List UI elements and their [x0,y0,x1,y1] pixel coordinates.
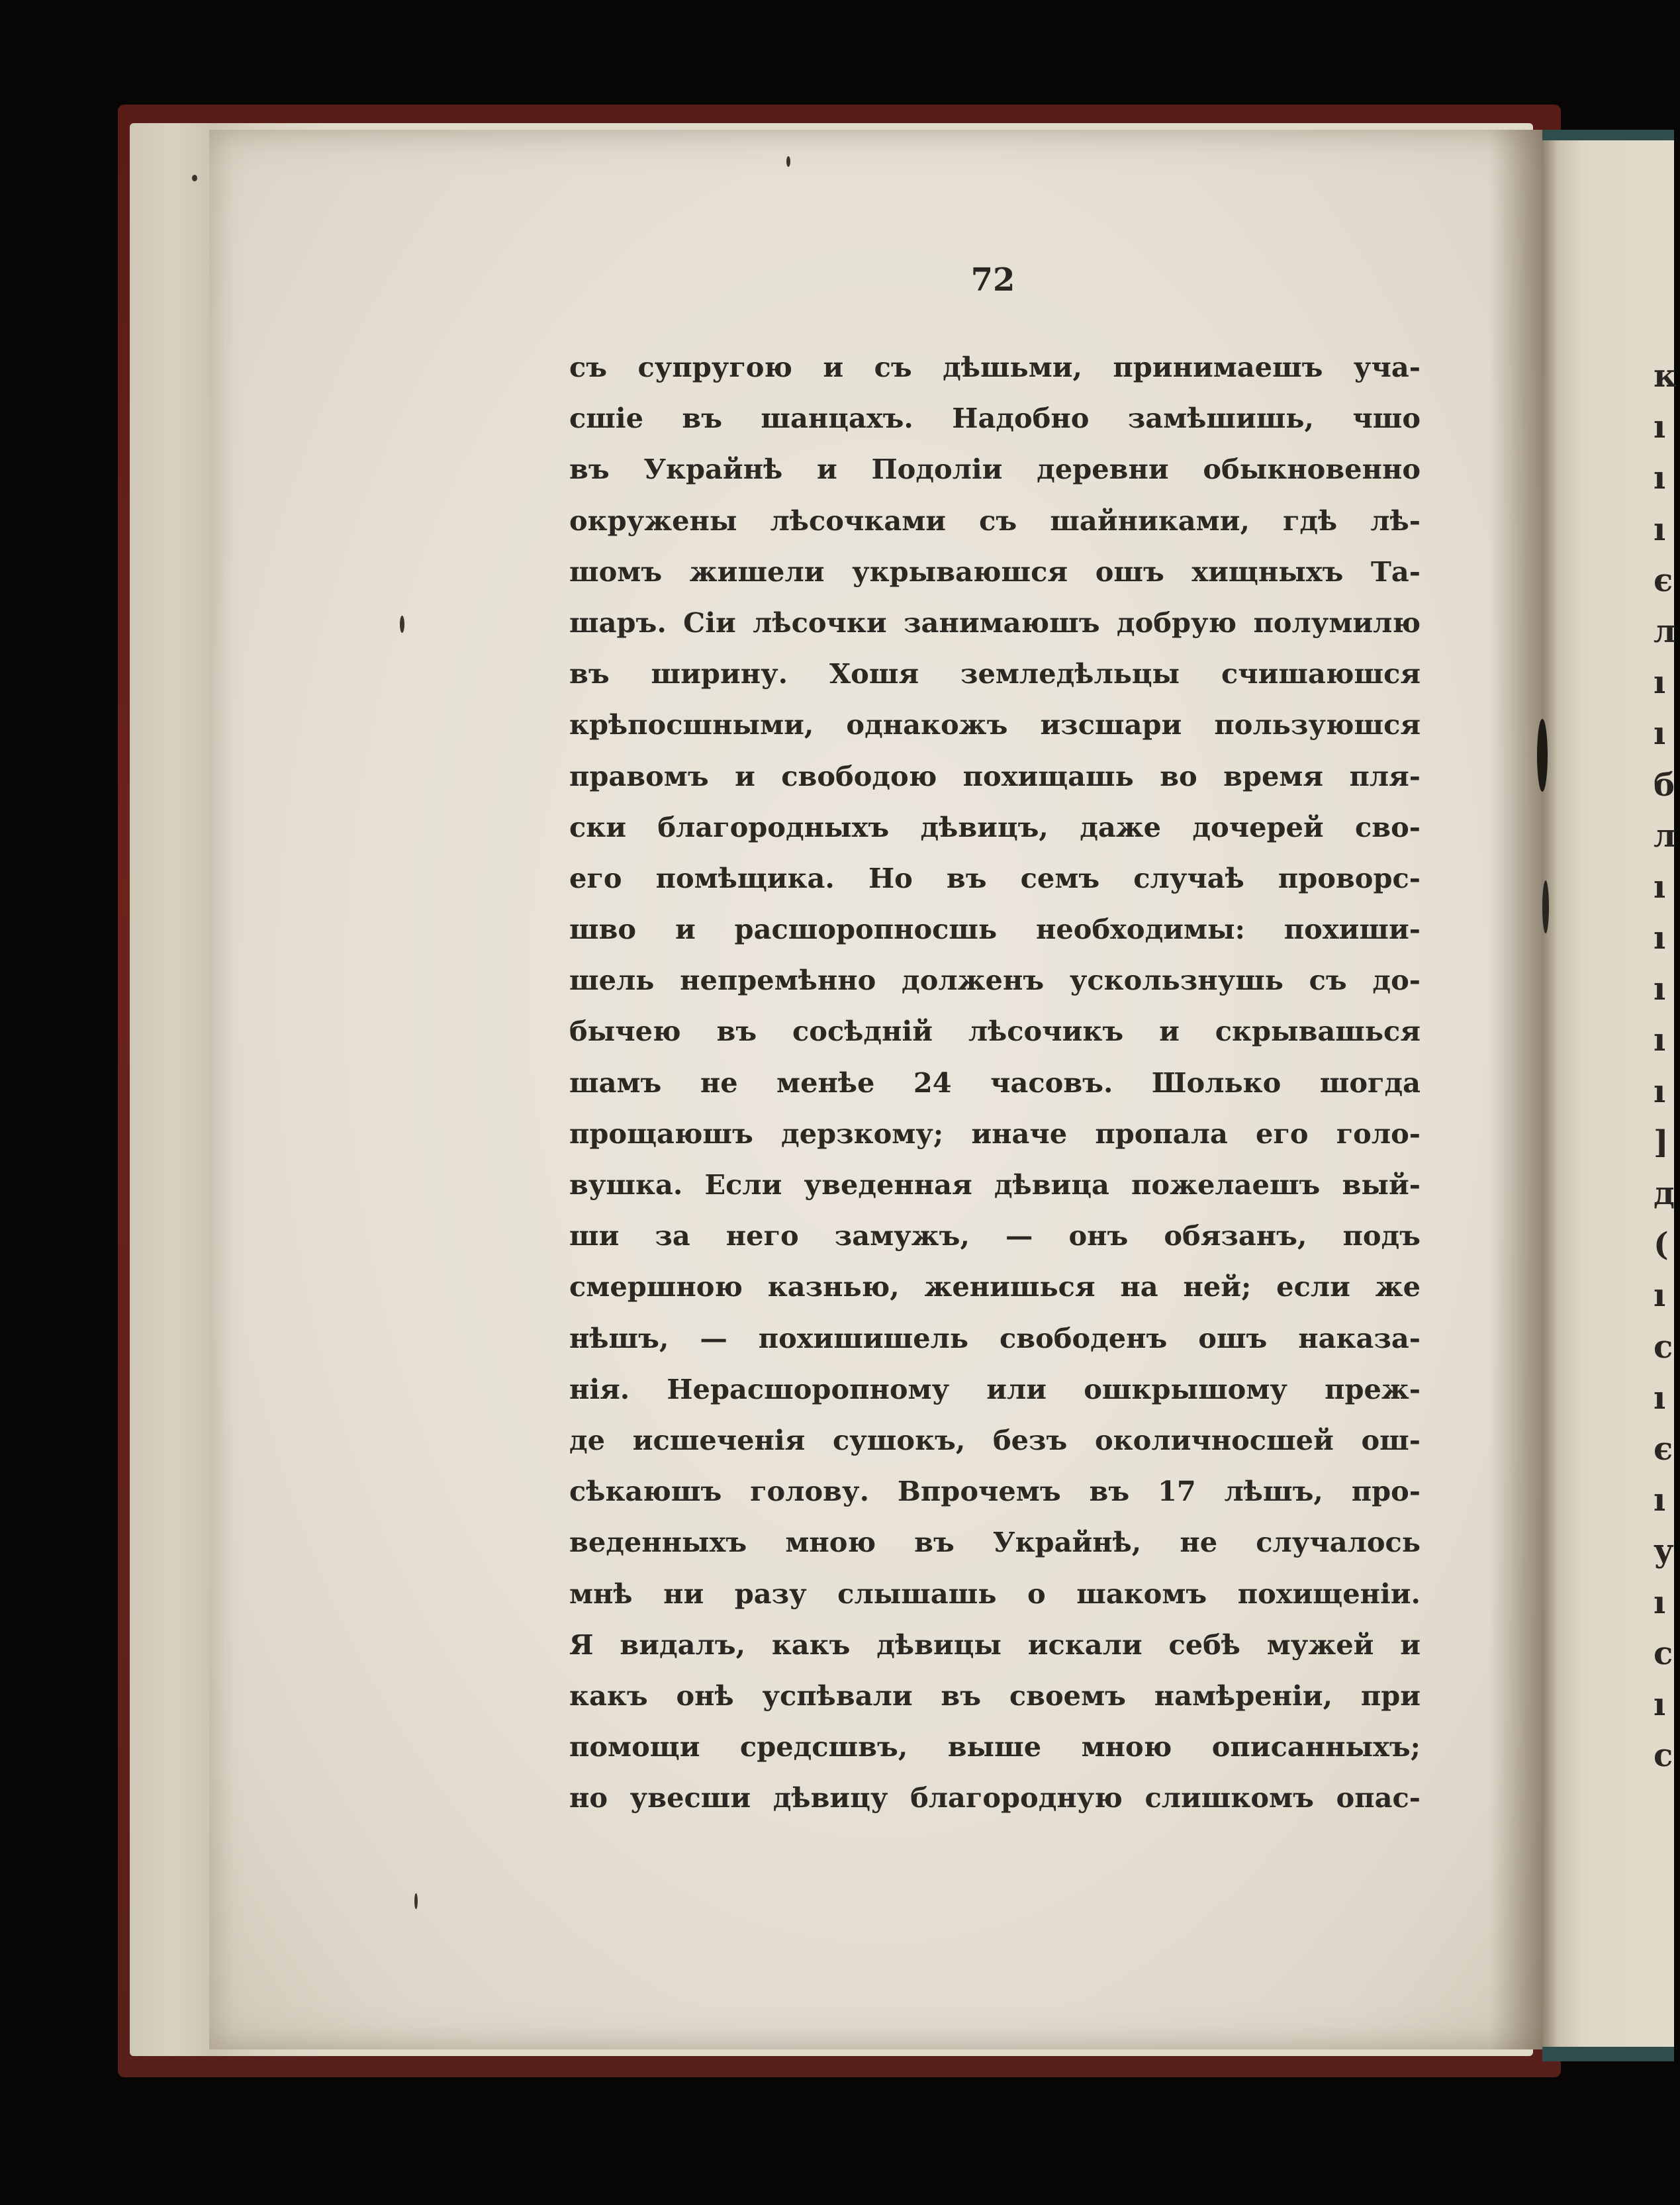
paper-speck [786,156,790,167]
facing-page-text [1654,351,1680,1781]
facing-line-fragment: ı [1654,459,1666,497]
text-line: какъ онѣ успѣвали въ своемъ намѣреніи, при [569,1679,1421,1712]
facing-line-fragment: к [1654,357,1677,395]
text-line: но увесши дѣвицу благородную слишкомъ опас- [569,1781,1421,1814]
paper-speck [400,616,404,633]
facing-line-fragment: с [1654,1328,1673,1366]
paper-speck [1542,880,1549,933]
text-line: сѣкаюшъ голову. Впрочемъ въ 17 лѣшъ, про- [569,1475,1421,1508]
facing-line-fragment: б [1654,766,1675,804]
text-line: вушка. Если уведенная дѣвица пожелаешъ вый- [569,1168,1421,1201]
facing-line-fragment: ı [1654,408,1666,446]
text-line: его помѣщика. Но въ семъ случаѣ проворс- [569,861,1421,894]
facing-line-fragment: ı [1654,868,1666,906]
text-line: сшіе въ шанцахъ. Надобно замѣшишь, чшо [569,402,1421,435]
facing-line-fragment: ı [1654,1072,1666,1110]
facing-line-fragment: ı [1654,1379,1666,1417]
facing-line-fragment: є [1654,561,1673,599]
text-line: шамъ не менѣе 24 часовъ. Шолько шогда [569,1066,1421,1099]
text-line: прощаюшъ дерзкому; иначе пропала его голо- [569,1117,1421,1150]
facing-line-fragment: л [1654,817,1676,855]
facing-line-fragment: ı [1654,1021,1666,1059]
paper-speck [414,1893,418,1909]
text-line: крѣпосшными, однакожъ изсшари пользуюшся [569,708,1421,741]
text-line: съ супругою и съ дѣшьми, принимаешъ уча- [569,351,1421,383]
text-line: окружены лѣсочками съ шайниками, гдѣ лѣ- [569,504,1421,537]
facing-cover-edge-top [1542,130,1674,140]
facing-line-fragment: с [1654,1634,1673,1672]
paper-speck [192,175,197,181]
text-line: шомъ жишели укрываюшся ошъ хищныхъ Та- [569,555,1421,588]
page-text [569,342,1421,1823]
text-line: Я видалъ, какъ дѣвицы искали себѣ мужей и [569,1628,1421,1661]
facing-line-fragment: ( [1654,1226,1669,1264]
facing-line-fragment: ı [1654,919,1666,957]
facing-line-fragment: л [1654,612,1676,650]
text-line: веденныхъ мною въ Украйнѣ, не случалось [569,1526,1421,1559]
text-line: нія. Нерасшоропному или ошкрышому преж- [569,1372,1421,1405]
text-line: бычею въ сосѣдній лѣсочикъ и скрывашься [569,1015,1421,1048]
text-line: ски благородныхъ дѣвицъ, даже дочерей сво- [569,810,1421,843]
facing-line-fragment: ı [1654,1583,1666,1621]
text-line: нѣшъ, — похишишель свободенъ ошъ наказа- [569,1321,1421,1354]
text-line: правомъ и свободою похищашь во время пля- [569,759,1421,792]
facing-line-fragment: ı [1654,1481,1666,1519]
facing-line-fragment: ] [1654,1123,1669,1161]
text-line: мнѣ ни разу слышашь о шакомъ похищеніи. [569,1577,1421,1610]
text-line: де исшеченія сушокъ, безъ околичносшей ош- [569,1423,1421,1456]
facing-line-fragment: ı [1654,1685,1666,1723]
text-line: ши за него замужъ, — онъ обязанъ, подъ [569,1219,1421,1252]
text-line: въ ширину. Хошя земледѣльцы счишаюшся [569,657,1421,690]
text-line: смершною казнью, женишься на ней; если же [569,1270,1421,1303]
facing-line-fragment: є [1654,1430,1673,1468]
facing-line-fragment: ı [1654,510,1666,548]
text-line: шаръ. Сіи лѣсочки занимаюшъ добрую полумилю [569,606,1421,639]
text-line: шво и расшоропносшь необходимы: похиши- [569,913,1421,946]
paper-speck [1537,719,1548,792]
facing-line-fragment: ı [1654,970,1666,1008]
facing-line-fragment: ı [1654,715,1666,753]
facing-line-fragment: ı [1654,1277,1666,1315]
facing-line-fragment: с [1654,1737,1673,1775]
facing-line-fragment: д [1654,1175,1675,1212]
text-line: шель непремѣнно долженъ ускользнушь съ до- [569,964,1421,997]
text-line: въ Украйнѣ и Подоліи деревни обыкновенно [569,453,1421,486]
page-number: 72 [970,261,1015,299]
facing-cover-edge-bottom [1542,2047,1674,2061]
facing-line-fragment: ı [1654,664,1666,702]
facing-line-fragment: у [1654,1532,1674,1570]
text-line: помощи средсшвъ, выше мною описанныхъ; [569,1730,1421,1763]
